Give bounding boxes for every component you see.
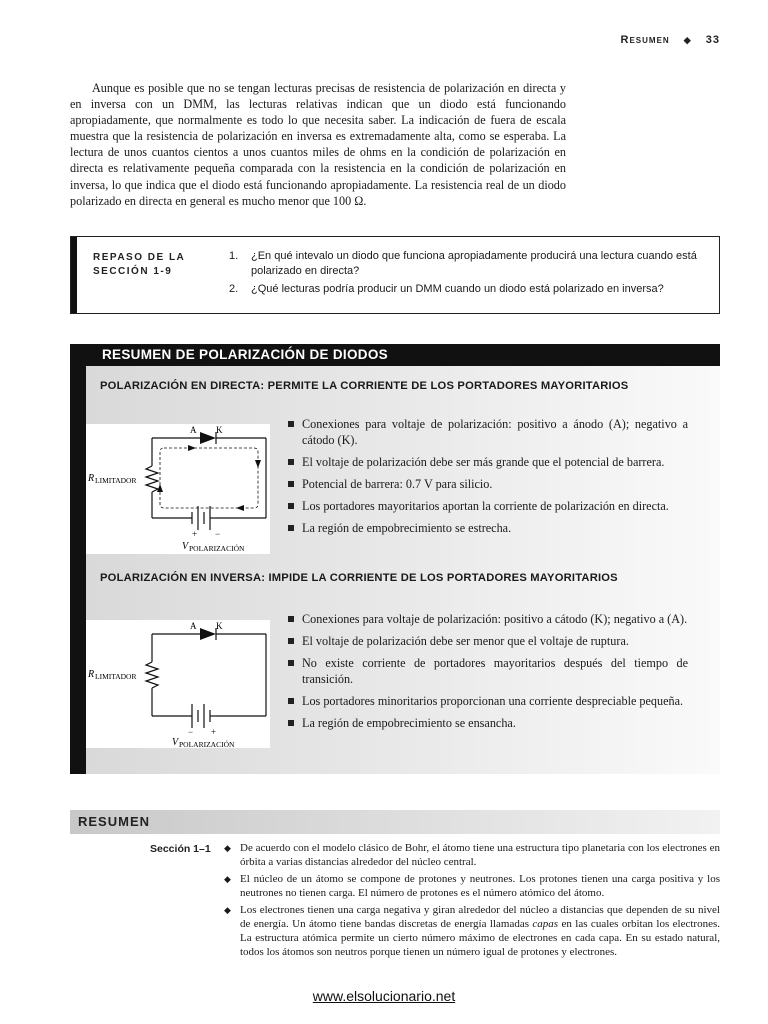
battery-plus: + xyxy=(211,727,217,737)
voltage-label: V xyxy=(182,541,189,552)
item-text: El núcleo de un átomo se compone de protones y neutrones. Los protones tienen una carga positiva y los neutrones no tienen carga. El número de protones es el número atómico del átomo. xyxy=(240,873,720,899)
review-question xyxy=(229,249,707,279)
cathode-label: K xyxy=(216,621,223,631)
list-item xyxy=(288,476,688,492)
list-item xyxy=(288,498,688,514)
intro-paragraph xyxy=(70,80,566,209)
diamond-bullet-icon: ◆ xyxy=(224,905,231,915)
question-number: 2. xyxy=(229,283,239,295)
bullet-text: Los portadores mayoritarios aportan la corriente de polarización en directa. xyxy=(302,499,669,513)
review-questions xyxy=(229,249,707,300)
item-emphasis: capas xyxy=(532,918,559,930)
cathode-label: K xyxy=(216,425,223,435)
list-item xyxy=(288,693,688,709)
square-bullet-icon xyxy=(288,616,294,622)
review-question xyxy=(229,282,707,297)
section-summary-list xyxy=(222,841,720,962)
review-title-line-2: SECCIÓN 1-9 xyxy=(93,266,173,277)
bullet-text: El voltaje de polarización debe ser más grande que el potencial de barrera. xyxy=(302,455,665,469)
item-text: De acuerdo con el modelo clásico de Bohr, el átomo tiene una estructura tipo planetaria con los electrones en órbita a varias distancias alrededor del núcleo central. xyxy=(240,842,720,868)
bullet-text: El voltaje de polarización debe ser menor que el voltaje de ruptura. xyxy=(302,634,629,648)
forward-circuit-diagram xyxy=(86,424,270,554)
list-item xyxy=(288,633,688,649)
bullet-text: Conexiones para voltaje de polarización: positivo a cátodo (K); negativo a (A). xyxy=(302,612,688,626)
section-review-box xyxy=(70,236,720,314)
running-head xyxy=(621,34,720,46)
list-item xyxy=(222,872,720,900)
review-title xyxy=(93,251,203,279)
diamond-icon: ◆ xyxy=(683,35,692,45)
square-bullet-icon xyxy=(288,660,294,666)
square-bullet-icon xyxy=(288,459,294,465)
voltage-sub-label: POLARIZACIÓN xyxy=(189,544,245,553)
footer-website-link[interactable]: www.elsolucionario.net xyxy=(312,988,456,1004)
square-bullet-icon xyxy=(288,720,294,726)
square-bullet-icon xyxy=(288,698,294,704)
review-side-bar xyxy=(71,237,77,313)
item-text: Los electrones tienen una carga negativa y giran alrededor del núcleo a distancias que dependen de su nivel de energía. Un átomo tiene bandas discretas de energía llamadas xyxy=(240,904,720,930)
review-title-line-1: REPASO DE LA xyxy=(93,252,186,263)
resistor-sub-label: LIMITADOR xyxy=(95,672,137,681)
page-number: 33 xyxy=(705,34,720,46)
reverse-circuit-diagram xyxy=(86,620,270,748)
voltage-sub-label: POLARIZACIÓN xyxy=(179,740,235,748)
summary-side-bar xyxy=(70,344,86,774)
square-bullet-icon xyxy=(288,638,294,644)
square-bullet-icon xyxy=(288,421,294,427)
bullet-text: La región de empobrecimiento se estrecha. xyxy=(302,521,512,535)
resistor-label: R xyxy=(88,669,95,680)
resumen-title: RESUMEN xyxy=(78,814,151,829)
resistor-sub-label: LIMITADOR xyxy=(95,476,137,485)
list-item xyxy=(288,611,688,627)
square-bullet-icon xyxy=(288,525,294,531)
forward-bias-bullets xyxy=(288,416,688,542)
battery-minus: − xyxy=(188,727,194,737)
diamond-bullet-icon: ◆ xyxy=(224,874,231,884)
square-bullet-icon xyxy=(288,503,294,509)
item-text-continued: en las cuales orbitan los electrones. La estructura atómica permite un cierto número máximo de electrones en cada capa. En su estado natural, todos los átomos son neutros porque tienen un número igual de protones y electrones. xyxy=(240,918,720,958)
anode-label: A xyxy=(190,425,197,435)
list-item xyxy=(222,903,720,959)
resumen-header-bar xyxy=(70,810,720,834)
reverse-bias-circuit xyxy=(86,620,270,748)
reverse-bias-bullets xyxy=(288,611,688,737)
battery-plus: + xyxy=(192,529,198,539)
list-item xyxy=(222,841,720,869)
bullet-text: Potencial de barrera: 0.7 V para silicio. xyxy=(302,477,493,491)
anode-label: A xyxy=(190,621,197,631)
list-item xyxy=(288,416,688,448)
intro-text: Aunque es posible que no se tengan lecturas precisas de resistencia de polarización en directa y en inversa con un DMM, las lecturas relativas indican que un diodo está funcionando apropiadamente, que normalmente es todo lo que necesita saber. La indicación de fuera de escala muestra que la resistencia de polarización en inversa es extremadamente alta, como se esperaba. La lectura de unos cuantos cientos a unos cuantos miles de ohms en la condición de polarización en directa es relativamente pequeña comparada con la resistencia en la condición de polarización en inversa, lo que indica que el diodo está funcionando apropiadamente. La resistencia real de un diodo polarizado en directa en general es mucho menor que 100 Ω. xyxy=(70,81,566,208)
resistor-label: R xyxy=(88,473,95,484)
running-head-title: Resumen xyxy=(620,34,670,46)
forward-bias-heading: POLARIZACIÓN EN DIRECTA: PERMITE LA CORRIENTE DE LOS PORTADORES MAYORITARIOS xyxy=(100,380,629,392)
bias-summary-box xyxy=(70,344,720,774)
bullet-text: La región de empobrecimiento se ensancha. xyxy=(302,716,516,730)
list-item xyxy=(288,520,688,536)
voltage-label: V xyxy=(172,737,179,748)
list-item xyxy=(288,715,688,731)
question-text: ¿En qué intevalo un diodo que funciona apropiadamente producirá una lectura cuando está polarizado en directa? xyxy=(251,250,697,277)
question-text: ¿Qué lecturas podría producir un DMM cuando un diodo está polarizado en inversa? xyxy=(251,283,664,295)
battery-minus: − xyxy=(215,529,221,539)
bullet-text: Conexiones para voltaje de polarización: positivo a ánodo (A); negativo a cátodo (K). xyxy=(302,417,688,447)
square-bullet-icon xyxy=(288,481,294,487)
question-number: 1. xyxy=(229,250,239,262)
forward-bias-circuit xyxy=(86,424,270,554)
section-label: Sección 1–1 xyxy=(150,843,211,855)
bullet-text: No existe corriente de portadores mayoritarios después del tiempo de transición. xyxy=(302,656,688,686)
diamond-bullet-icon: ◆ xyxy=(224,843,231,853)
bullet-text: Los portadores minoritarios proporcionan una corriente despreciable pequeña. xyxy=(302,694,684,708)
reverse-bias-heading: POLARIZACIÓN EN INVERSA: IMPIDE LA CORRIENTE DE LOS PORTADORES MAYORITARIOS xyxy=(100,572,618,584)
list-item xyxy=(288,454,688,470)
list-item xyxy=(288,655,688,687)
summary-title: RESUMEN DE POLARIZACIÓN DE DIODOS xyxy=(86,344,720,366)
